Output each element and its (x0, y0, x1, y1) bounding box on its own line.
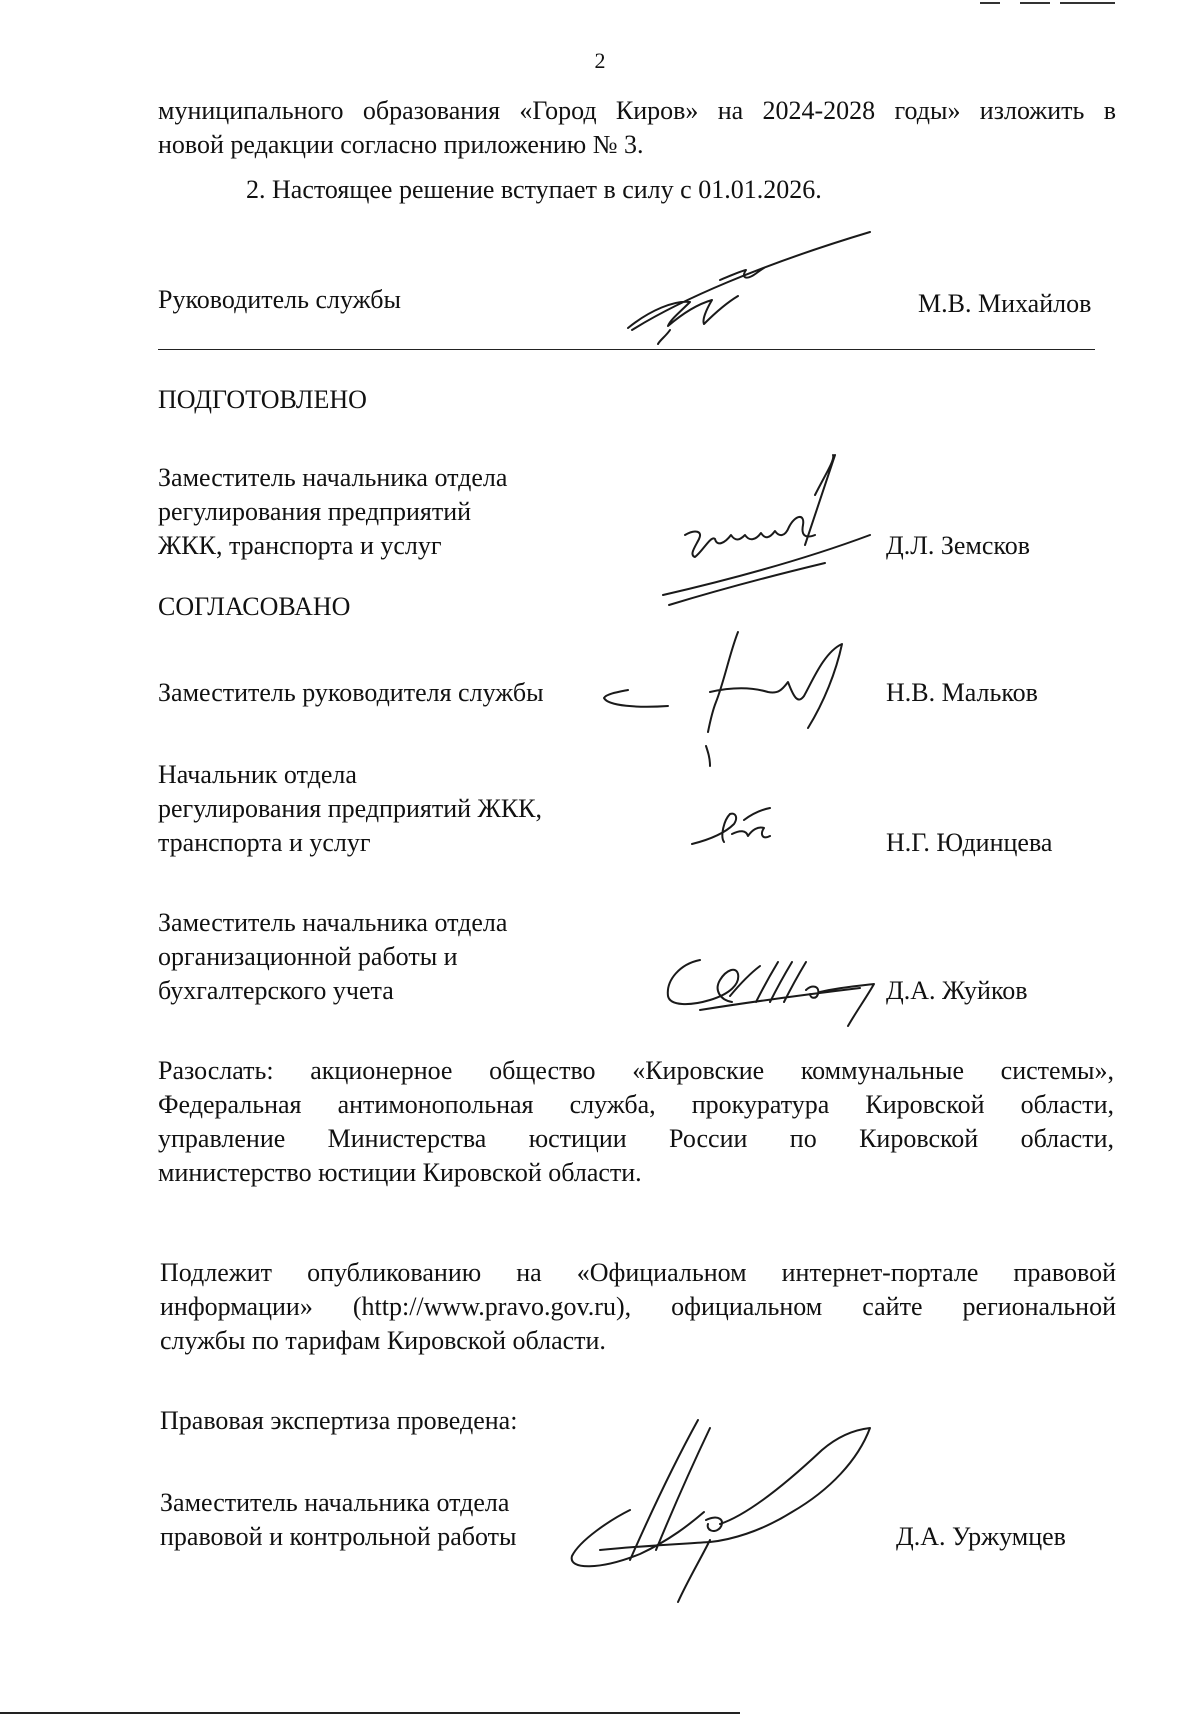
agreed-name-1: Н.Г. Юдинцева (886, 828, 1053, 857)
signature-agreed-2 (660, 940, 890, 1030)
agreed-role-2-line-2: организационной работы и (158, 942, 458, 971)
scan-artifact-mark (980, 0, 1120, 6)
agreed-role-1-line-2: регулирования предприятий ЖКК, (158, 794, 543, 823)
signature-agreed-1 (688, 800, 788, 860)
prepared-name: Д.Л. Земсков (886, 531, 1031, 560)
legal-review-role-line-2: правовой и контрольной работы (160, 1522, 517, 1551)
signature-head (620, 240, 880, 360)
publication-line-3: службы по тарифам Кировской области. (160, 1326, 606, 1355)
agreed-heading: СОГЛАСОВАНО (158, 592, 351, 621)
paragraph-continuation-line-2: новой редакции согласно приложению № 3. (158, 130, 644, 159)
publication-line-2: информации» (http://www.pravo.gov.ru), официальном сайте региональной (160, 1292, 1116, 1321)
paragraph-continuation-line-1: муниципального образования «Город Киров» на 2024-2028 годы» изложить в (158, 96, 1116, 125)
page-number: 2 (594, 48, 606, 73)
head-name: М.В. Михайлов (918, 289, 1092, 318)
agreed-name-2: Д.А. Жуйков (886, 976, 1028, 1005)
agreed-name-0: Н.В. Мальков (886, 678, 1038, 707)
distribution-line-2: Федеральная антимонопольная служба, прокуратура Кировской области, (158, 1090, 1114, 1119)
prepared-role-line-1: Заместитель начальника отдела (158, 463, 508, 492)
legal-review-name: Д.А. Уржумцев (896, 1522, 1066, 1551)
agreed-role-2-line-3: бухгалтерского учета (158, 976, 394, 1005)
publication-line-1: Подлежит опубликованию на «Официальном интернет-портале правовой (160, 1258, 1116, 1287)
agreed-role-1-line-1: Начальник отдела (158, 760, 357, 789)
agreed-role-1-line-3: транспорта и услуг (158, 828, 371, 857)
prepared-heading: ПОДГОТОВЛЕНО (158, 385, 367, 414)
signature-legal-review (560, 1420, 880, 1610)
agreed-role-0-line-1: Заместитель руководителя службы (158, 678, 544, 707)
distribution-line-4: министерство юстиции Кировской области. (158, 1158, 642, 1187)
signature-prepared (655, 455, 905, 605)
bottom-rule (0, 1712, 740, 1714)
prepared-role-line-3: ЖКК, транспорта и услуг (158, 531, 442, 560)
signature-agreed-0 (598, 632, 868, 772)
distribution-line-1: Разослать: акционерное общество «Кировские коммунальные системы», (158, 1056, 1114, 1085)
head-role: Руководитель службы (158, 285, 401, 314)
distribution-line-3: управление Министерства юстиции России по Кировской области, (158, 1124, 1114, 1153)
agreed-role-2-line-1: Заместитель начальника отдела (158, 908, 508, 937)
prepared-role-line-2: регулирования предприятий (158, 497, 472, 526)
paragraph-2: 2. Настоящее решение вступает в силу с 01.01.2026. (246, 175, 822, 204)
legal-review-role-line-1: Заместитель начальника отдела (160, 1488, 510, 1517)
separator-line (158, 349, 1095, 350)
legal-review-heading: Правовая экспертиза проведена: (160, 1406, 518, 1435)
